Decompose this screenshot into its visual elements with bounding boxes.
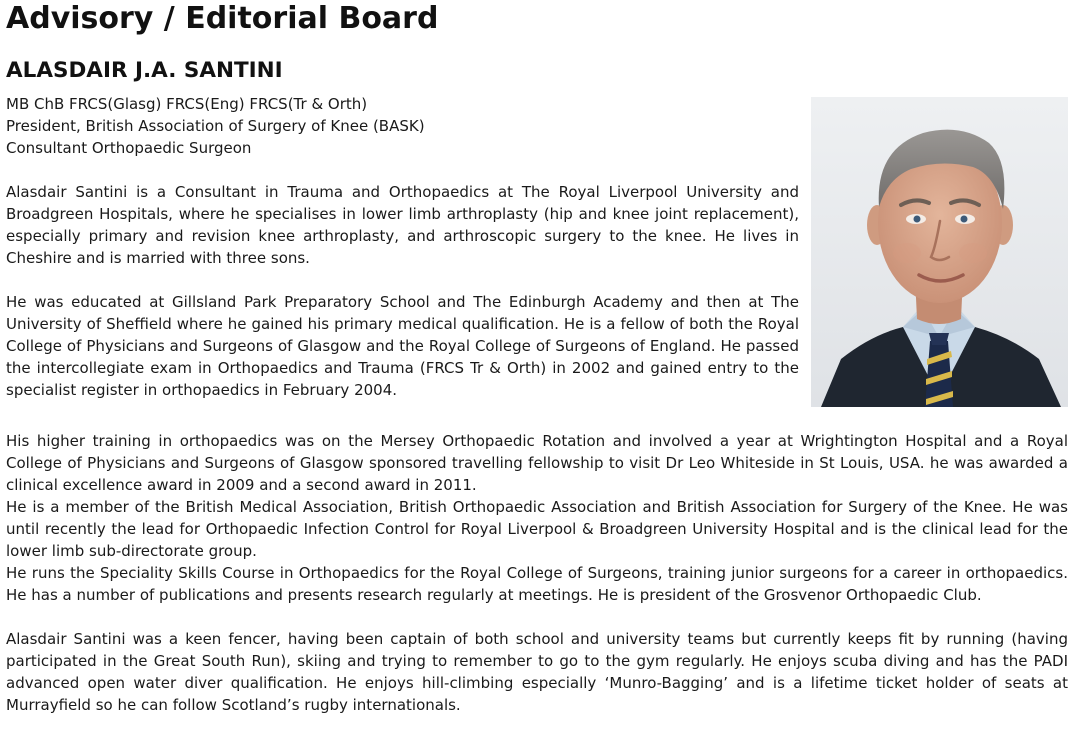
- bio-paragraph-education: He was educated at Gillsland Park Preparatory School and The Edinburgh Academy and then at The University of Sheffield where he gained his primary medical qualification. He is a fellow of both the Royal College of Physicians and Surgeons of Glasgow and the Royal College of Surgeons of England. He passed the intercollegiate exam in Orthopaedics and Trauma (FRCS Tr & Orth) in 2002 and gained entry to the specialist register in orthopaedics in February 2004.: [6, 293, 799, 399]
- page-title: Advisory / Editorial Board: [6, 1, 439, 36]
- bio-paragraph-intro: Alasdair Santini is a Consultant in Trauma and Orthopaedics at The Royal Liverpool University and Broadgreen Hospitals, where he specialises in lower limb arthroplasty (hip and knee joint replacement), especially primary and revision knee arthroplasty, and arthroscopic surgery to the knee. He lives in Cheshire and is married with three sons.: [6, 183, 799, 267]
- credentials-role-president: President, British Association of Surgery of Knee (BASK): [6, 117, 425, 135]
- bio-paragraph-memberships: He is a member of the British Medical Association, British Orthopaedic Association and British Association for Surgery of the Knee. He was until recently the lead for Orthopaedic Infection Control for Royal Liverpool & Broadgreen University Hospital and is the clinical lead for the lower limb sub-directorate group.: [6, 498, 1068, 560]
- portrait-photo: [811, 97, 1068, 407]
- person-name: ALASDAIR J.A. SANTINI: [6, 58, 283, 83]
- bio-paragraph-hobbies: Alasdair Santini was a keen fencer, having been captain of both school and university teams but currently keeps fit by running (having participated in the Great South Run), skiing and trying to remember to go to the gym regularly. He enjoys scuba diving and has the PADI advanced open water diver qualification. He enjoys hill-climbing especially ‘Munro-Bagging’ and is a lifetime ticket holder of seats at Murrayfield so he can follow Scotland’s rugby internationals.: [6, 630, 1068, 714]
- credentials-role-consultant: Consultant Orthopaedic Surgeon: [6, 139, 252, 157]
- credentials-qualifications: MB ChB FRCS(Glasg) FRCS(Eng) FRCS(Tr & Orth): [6, 95, 368, 113]
- bio-paragraph-teaching: He runs the Speciality Skills Course in Orthopaedics for the Royal College of Surgeons, training junior surgeons for a career in orthopaedics. He has a number of publications and presents research regularly at meetings. He is president of the Grosvenor Orthopaedic Club.: [6, 564, 1068, 604]
- credentials: [6, 93, 796, 159]
- bio-paragraph-training: His higher training in orthopaedics was on the Mersey Orthopaedic Rotation and involved a year at Wrightington Hospital and a Royal College of Physicians and Surgeons of Glasgow sponsored travelling fellowship to visit Dr Leo Whiteside in St Louis, USA. he was awarded a clinical excellence award in 2009 and a second award in 2011.: [6, 432, 1068, 494]
- person-portrait-icon: [811, 97, 1068, 407]
